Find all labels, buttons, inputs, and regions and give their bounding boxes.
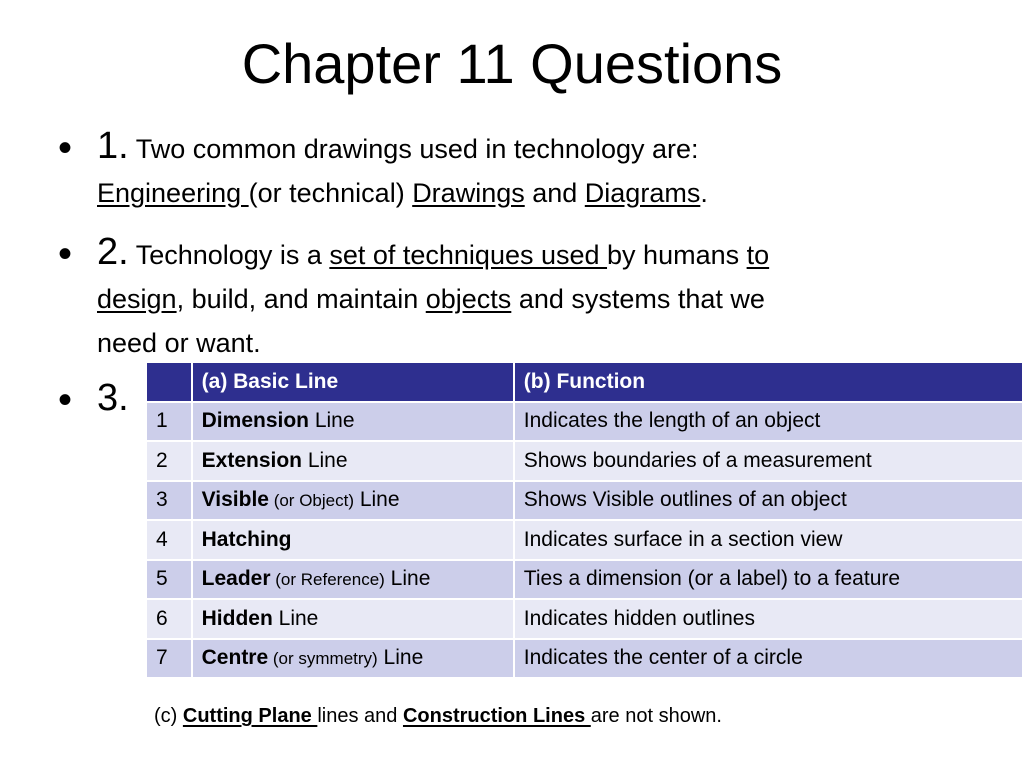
line-name: Centre: [201, 646, 269, 670]
term-diagrams: Diagrams: [584, 178, 701, 208]
line-qualifier: (or Reference): [270, 570, 385, 590]
row-basic-line: [192, 520, 514, 560]
question-1-number: 1.: [97, 125, 129, 167]
question-2-tail2: need or want.: [97, 328, 261, 358]
line-name: Hatching: [201, 527, 292, 551]
footnote-mid: lines and: [317, 705, 403, 727]
line-suffix: Line: [272, 606, 319, 630]
question-1-and: and: [524, 178, 585, 208]
line-suffix: Line: [309, 409, 355, 433]
question-1-lead: Two common drawings used in technology are:: [135, 134, 699, 164]
row-number: 7: [146, 639, 192, 679]
term-drawings: Drawings: [412, 178, 525, 208]
footnote: [154, 701, 722, 731]
line-name: Leader: [201, 567, 271, 591]
row-function: Indicates surface in a section view: [514, 520, 1023, 560]
term-objects: objects: [425, 284, 512, 314]
table-row: [146, 402, 1023, 442]
row-number: 6: [146, 599, 192, 639]
term-construction-lines: Construction Lines: [402, 705, 591, 727]
table-row: [146, 481, 1023, 521]
line-suffix: Line: [302, 448, 348, 472]
row-function: Indicates the length of an object: [514, 402, 1023, 442]
line-suffix: Line: [384, 567, 431, 591]
question-1: [97, 124, 997, 215]
term-design: design: [97, 284, 177, 314]
row-number: 5: [146, 560, 192, 600]
term-set-of-techniques: set of techniques used: [329, 240, 608, 270]
row-basic-line: [192, 560, 514, 600]
row-function: Shows Visible outlines of an object: [514, 481, 1023, 521]
footnote-prefix: (c): [154, 705, 183, 727]
bullet-3: •: [58, 378, 73, 422]
question-2: [97, 230, 997, 365]
question-2-number: 2.: [97, 231, 129, 273]
term-engineering-note: (or technical): [248, 178, 413, 208]
line-name: Hidden: [201, 606, 273, 630]
question-2-mid1: by humans: [607, 240, 747, 270]
question-1-end: .: [700, 178, 708, 208]
table-row: [146, 599, 1023, 639]
row-basic-line: [192, 402, 514, 442]
line-suffix: Line: [354, 488, 400, 512]
table-row: [146, 639, 1023, 679]
table-row: [146, 441, 1023, 481]
header-function: (b) Function: [514, 362, 1023, 402]
line-name: Visible: [201, 488, 269, 512]
row-basic-line: [192, 639, 514, 679]
term-cutting-plane: Cutting Plane: [182, 705, 318, 727]
bullet-1: •: [58, 126, 73, 170]
row-number: 1: [146, 402, 192, 442]
question-3-number: 3.: [97, 377, 129, 419]
row-function: Shows boundaries of a measurement: [514, 441, 1023, 481]
line-qualifier: (or Object): [268, 491, 354, 511]
question-2-lead: Technology is a: [135, 240, 330, 270]
line-name: Extension: [201, 448, 302, 472]
line-qualifier: (or symmetry): [268, 649, 378, 669]
row-number: 2: [146, 441, 192, 481]
term-engineering: Engineering: [97, 178, 249, 208]
question-2-mid2: , build, and maintain: [176, 284, 426, 314]
line-suffix: Line: [377, 646, 424, 670]
line-name: Dimension: [201, 409, 309, 433]
row-basic-line: [192, 441, 514, 481]
row-function: Indicates the center of a circle: [514, 639, 1023, 679]
row-function: Indicates hidden outlines: [514, 599, 1023, 639]
row-basic-line: [192, 599, 514, 639]
row-number: 3: [146, 481, 192, 521]
table-row: [146, 560, 1023, 600]
slide-title: Chapter 11 Questions: [241, 32, 783, 95]
row-function: Ties a dimension (or a label) to a feature: [514, 560, 1023, 600]
header-basic-line: (a) Basic Line: [192, 362, 514, 402]
bullet-2: •: [58, 232, 73, 276]
footnote-end: are not shown.: [590, 705, 722, 727]
term-to: to: [746, 240, 770, 270]
table-header-row: [146, 362, 1023, 402]
row-basic-line: [192, 481, 514, 521]
basic-lines-table: [145, 361, 1024, 679]
table-row: [146, 520, 1023, 560]
row-number: 4: [146, 520, 192, 560]
header-number: [146, 362, 192, 402]
question-2-tail1: and systems that we: [511, 284, 765, 314]
